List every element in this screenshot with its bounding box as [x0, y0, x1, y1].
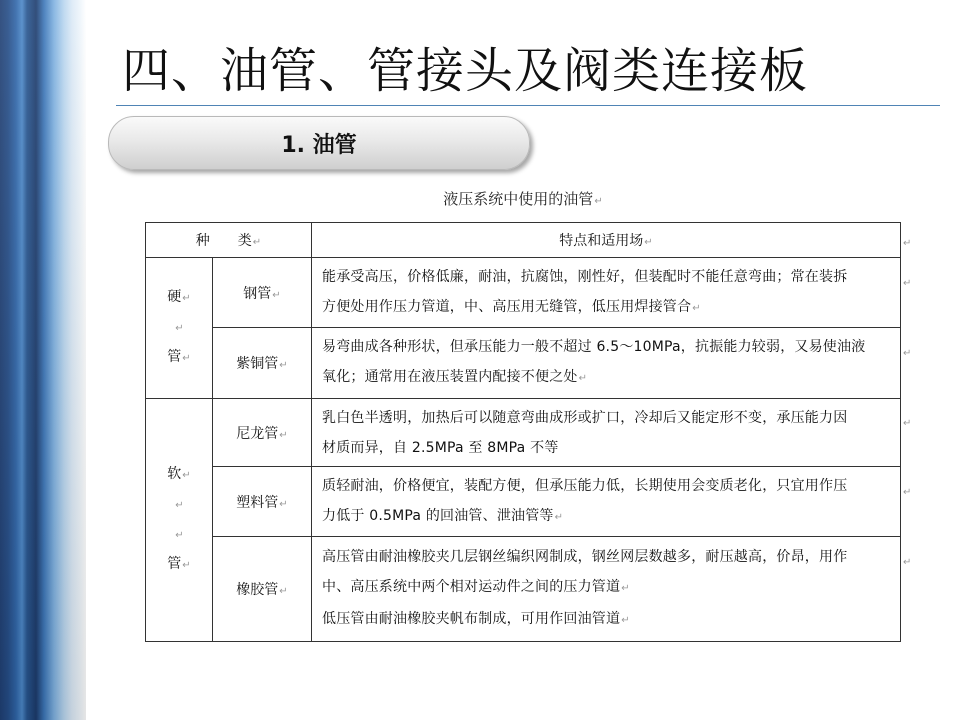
description-line: 乳白色半透明，加热后可以随意弯曲成形或扩口，冷却后又能定形不变，承压能力因: [322, 409, 848, 426]
paragraph-mark-icon: ↵: [903, 557, 912, 568]
description-cell: [312, 467, 901, 537]
description-line: 易弯曲成各种形状，但承压能力一般不超过 6.5～10MPa，抗振能力较弱，又易使油液: [322, 339, 866, 355]
paragraph-mark-icon: ↵: [182, 293, 191, 304]
paragraph-mark-icon: ↵: [175, 530, 184, 541]
table-caption: 液压系统中使用的油管: [443, 190, 594, 208]
paragraph-mark-icon: ↵: [182, 560, 191, 571]
description-line: 材质而异，自 2.5MPa 至 8MPa 不等: [322, 439, 559, 456]
description-line: 低压管由耐油橡胶夹帆布制成，可用作回油管道: [322, 611, 621, 627]
paragraph-mark-icon: ↵: [279, 360, 288, 371]
table-row: [146, 537, 901, 642]
description-cell: [312, 399, 901, 467]
table-row: [146, 328, 901, 399]
table-row: [146, 467, 901, 537]
table-header-row: [146, 223, 901, 258]
type-cell: [213, 399, 312, 467]
paragraph-mark-icon: ↵: [578, 373, 588, 384]
paragraph-mark-icon: ↵: [175, 500, 184, 511]
paragraph-mark-icon: ↵: [182, 353, 191, 364]
category-soft: [146, 399, 213, 642]
type-cell: [213, 467, 312, 537]
description-cell: [312, 537, 901, 642]
type-cell: [213, 328, 312, 399]
paragraph-mark-icon: ↵: [903, 238, 912, 249]
paragraph-mark-icon: ↵: [272, 289, 281, 301]
title-divider: [116, 105, 940, 106]
type-label: 紫铜管: [236, 356, 279, 372]
paragraph-mark-icon: ↵: [175, 323, 184, 334]
type-label: 尼龙管: [236, 425, 279, 442]
section-pill: [108, 116, 530, 170]
description-line: 质轻耐油，价格便宜，装配方便，但承压能力低，长期使用会变质老化，只宜用作压: [322, 477, 848, 494]
type-label: 钢管: [243, 285, 272, 302]
section-label: 1. 油管: [281, 132, 357, 158]
oil-pipe-table: [145, 222, 901, 642]
paragraph-mark-icon: ↵: [279, 498, 288, 510]
paragraph-mark-icon: ↵: [279, 429, 288, 441]
category-hard-bottom: 管: [167, 349, 182, 365]
description-line: 力低于 0.5MPa 的回油管、泄油管等: [322, 507, 554, 524]
paragraph-mark-icon: ↵: [554, 511, 564, 523]
header-features: [312, 223, 901, 258]
description-line: 高压管由耐油橡胶夹几层钢丝编织网制成，钢丝网层数越多，耐压越高，价昂，用作: [322, 549, 848, 565]
table-row: [146, 258, 901, 328]
paragraph-mark-icon: ↵: [903, 278, 912, 289]
paragraph-mark-icon: ↵: [182, 470, 191, 481]
paragraph-mark-icon: ↵: [644, 237, 653, 248]
left-decorative-band: [0, 0, 86, 720]
type-cell: [213, 537, 312, 642]
category-soft-bottom: 管: [167, 556, 182, 572]
paragraph-mark-icon: ↵: [903, 487, 912, 498]
slide-title: 四、油管、管接头及阀类连接板: [122, 43, 809, 99]
paragraph-mark-icon: ↵: [692, 302, 701, 314]
category-hard-top: 硬: [167, 289, 182, 305]
header-kind: [146, 223, 312, 258]
paragraph-mark-icon: ↵: [252, 237, 262, 248]
type-label: 橡胶管: [236, 582, 279, 598]
description-line: 氧化；通常用在液压装置内配接不便之处: [322, 369, 578, 385]
paragraph-mark-icon: ↵: [621, 583, 630, 594]
paragraph-mark-icon: ↵: [903, 418, 912, 429]
paragraph-mark-icon: ↵: [594, 196, 603, 207]
table-row: [146, 399, 901, 467]
header-kind-label: 种 类: [195, 233, 252, 249]
header-features-label: 特点和适用场: [559, 233, 644, 249]
type-label: 塑料管: [236, 494, 279, 511]
paragraph-mark-icon: ↵: [279, 586, 288, 597]
paragraph-mark-icon: ↵: [903, 348, 912, 359]
description-line: 方便处用作压力管道，中、高压用无缝管，低压用焊接管合: [322, 298, 692, 315]
description-cell: [312, 328, 901, 399]
type-cell: [213, 258, 312, 328]
description-line: 能承受高压，价格低廉，耐油，抗腐蚀，刚性好，但装配时不能任意弯曲；常在装拆: [322, 268, 848, 285]
category-hard: [146, 258, 213, 399]
category-soft-top: 软: [167, 466, 182, 482]
description-line: 中、高压系统中两个相对运动件之间的压力管道: [322, 579, 621, 595]
paragraph-mark-icon: ↵: [621, 615, 630, 626]
table-caption-wrap: [0, 188, 960, 209]
description-cell: [312, 258, 901, 328]
